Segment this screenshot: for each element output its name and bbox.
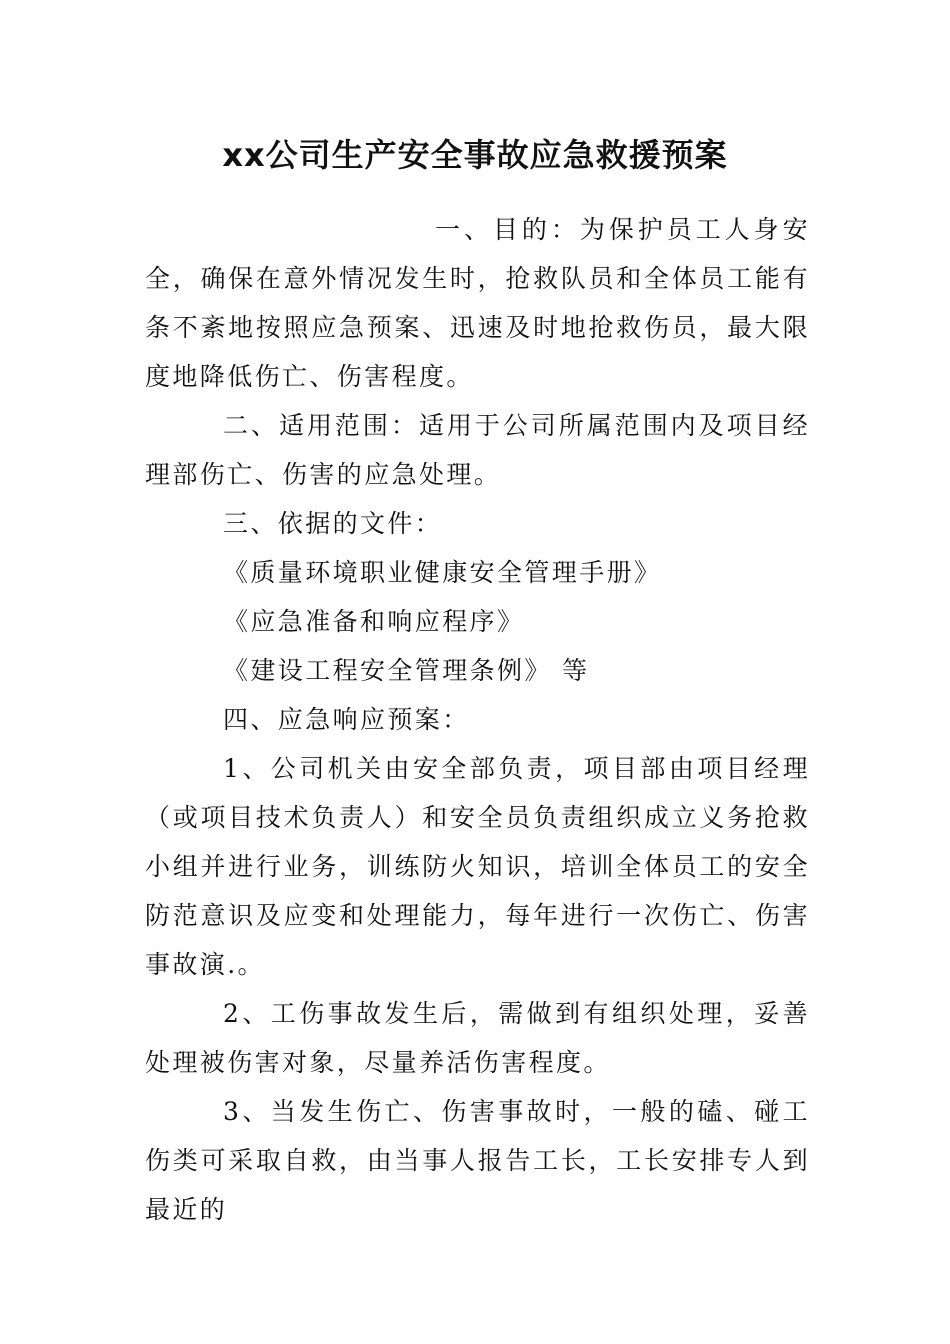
paragraph-item-3: 3、当发生伤亡、伤害事故时，一般的磕、碰工伤类可采取自救，由当事人报告工长，工长安排专人到最近的 xyxy=(145,1097,810,1224)
reference-document-regulation: 《建设工程安全管理条例》 等 xyxy=(223,656,590,685)
paragraph-response-heading: 四、应急响应预案： xyxy=(223,705,470,734)
paragraph-item-2: 2、工伤事故发生后，需做到有组织处理，妥善处理被伤害对象，尽量养活伤害程度。 xyxy=(145,999,810,1077)
paragraph-item-1: 1、公司机关由安全部负责，项目部由项目经理（或项目技术负责人）和安全员负责组织成立义务抢救小组并进行业务，训练防火知识，培训全体员工的安全防范意识及应变和处理能力，每年进行一次伤亡、伤害事故演.。 xyxy=(145,754,810,979)
paragraph-purpose: 一、目的：为保护员工人身安全，确保在意外情况发生时，抢救队员和全体员工能有条不紊地按照应急预案、迅速及时地抢救伤员，最大限度地降低伤亡、伤害程度。 xyxy=(145,215,810,391)
document-title: xx公司生产安全事故应急救援预案 xyxy=(222,136,728,174)
document-body xyxy=(145,205,810,1234)
reference-document-manual: 《质量环境职业健康安全管理手册》 xyxy=(223,558,662,587)
paragraph-basis-heading: 三、依据的文件： xyxy=(223,509,443,538)
paragraph-scope: 二、适用范围：适用于公司所属范围内及项目经理部伤亡、伤害的应急处理。 xyxy=(145,411,810,489)
reference-document-procedure: 《应急准备和响应程序》 xyxy=(223,607,525,636)
